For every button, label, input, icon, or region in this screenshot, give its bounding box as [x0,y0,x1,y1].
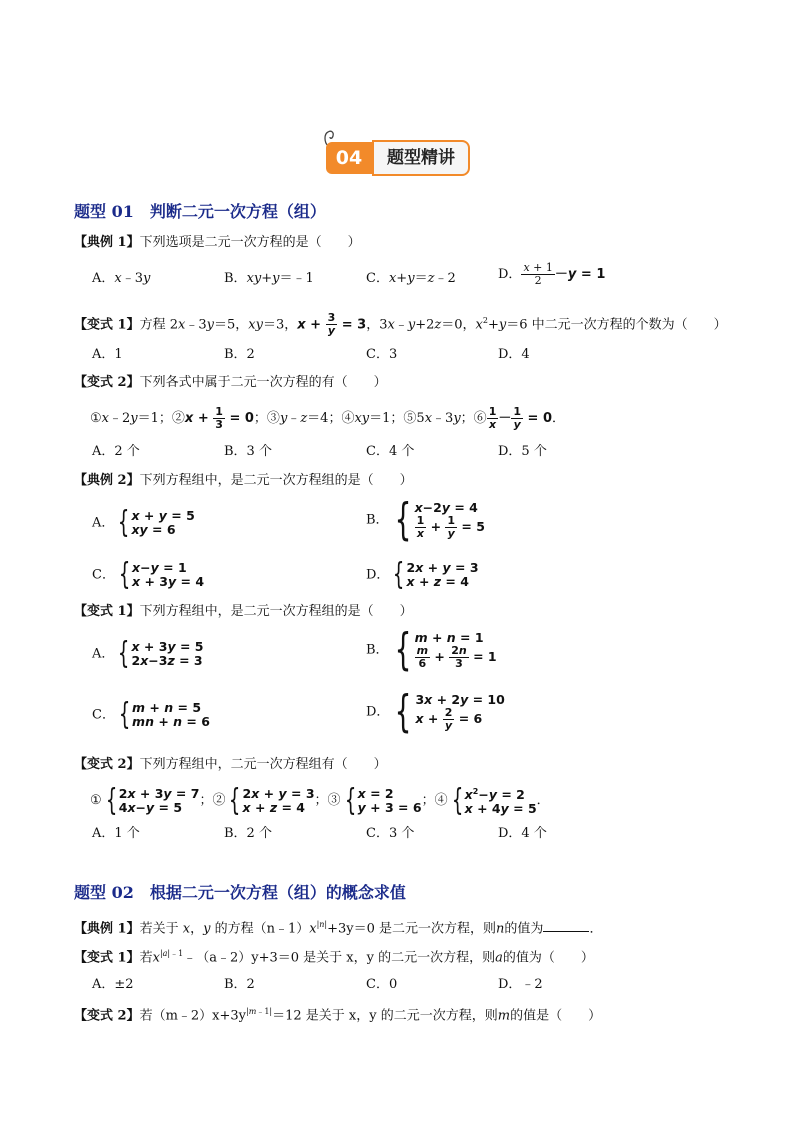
option-b: B．2 [224,347,255,362]
section-badge [322,126,476,180]
option-d: D．5 个 [498,444,547,459]
question-v2: 【变式 2】下列各式中属于二元一次方程的有（ ） [74,375,387,390]
type01-heading: 题型 01 判断二元一次方程（组） [74,202,326,221]
question-v4: 【变式 2】下列方程组中，二元一次方程组有（ ） [74,757,387,772]
option-b: B．3 个 [224,444,272,459]
question-tag: 【典例 1】 [74,235,140,250]
option-a: A．1 个 [92,826,140,841]
option-d: D．4 个 [498,826,547,841]
option-b: B．2 [224,977,255,992]
systems-list: ① { 2x + 3y = 7 4x−y = 5 ；② { 2x + y = 3 x + z = 4 ；③ { x = 2 y + 3 = 6 ；④ { $x^2-y = 2$ x + 4y = 5 ． [90,782,550,818]
question-ex1 [74,234,361,252]
items-list: ①x﹣2y＝1；②x + $\frac{1}{3}$ = 0；③y﹣z＝4；④xy＝1；⑤5x﹣3y；⑥ $\frac{1}{x}$ － $\frac{1}{y}$ = 0． [90,405,566,431]
option-d: D． { 3x + 2y = 10 x + $\frac{2}{y}$ = 6 [366,686,505,737]
option-c: C．3 个 [366,826,415,841]
option-a: A．±2 [92,977,134,992]
option-d: D．﹣2 [498,977,543,992]
question-t2-v1: 【变式 1】若$x^{|a|﹣1}﹣(a﹣2)y+3=0$ 是关于 x，y 的二元一次方程，则a的值为（ ） [74,949,594,966]
answer-blank [543,919,589,932]
option-c: C．4 个 [366,444,415,459]
option-d: D．4 [498,347,530,362]
question-t2-v2: 【变式 2】若$(m﹣2)x+3y^{|m﹣1|}=12$ 是关于 x，y 的二元一次方程，则m的值是（ ） [74,1007,602,1024]
option-a: A． { x + y = 5 xy = 6 [92,505,195,540]
option-a: A．2 个 [92,444,140,459]
option-c: C． { m + n = 5 mn + n = 6 [92,697,210,732]
option-a: A．1 [92,347,123,362]
option-b: B． { m + n = 1 $\frac{m}{6}$ + $\frac{2n}{3}$ = 1 [366,624,497,675]
question-text: 下列选项是二元一次方程的是（ ） [139,235,361,250]
option-c: C． { x−y = 1 x + 3y = 4 [92,557,205,592]
option-c: C．x+y＝z﹣2 [366,271,456,286]
option-d: D． $\frac{x + 1}{2}$ －y = 1 [498,261,606,287]
option-b: B．2 个 [224,826,272,841]
option-d: D． { 2x + y = 3 x + z = 4 [366,557,479,592]
option-a: A．x﹣3y [92,271,151,286]
question-v1: 【变式 1】方程 2x﹣3y＝5，xy＝3，x + $\frac{3}{y}$ = 3，3x﹣y+2z＝0，$x^2+y=6$ 中二元一次方程的个数为（ ） [74,311,727,338]
question-ex2: 【典例 2】下列方程组中，是二元一次方程组的是（ ） [74,473,413,488]
section-number: 04 [326,142,372,174]
section-title: 题型精讲 [372,140,470,176]
option-a: A． { x + 3y = 5 2x−3z = 3 [92,636,204,671]
option-b: B． { x−2y = 4 $\frac{1}{x}$ + $\frac{1}{y}$ = 5 [366,494,485,545]
question-v3: 【变式 1】下列方程组中，是二元一次方程组的是（ ） [74,604,413,619]
type02-heading: 题型 02 根据二元一次方程（组）的概念求值 [74,883,406,902]
question-t2-ex1: 【典例 1】若关于 x，y 的方程$(n﹣1)x^{|n|}+3y=0$ 是二元一次方程，则n的值为 ． [74,920,603,937]
option-c: C．0 [366,977,398,992]
option-c: C．3 [366,347,398,362]
option-b: B．xy+y＝﹣1 [224,271,314,286]
